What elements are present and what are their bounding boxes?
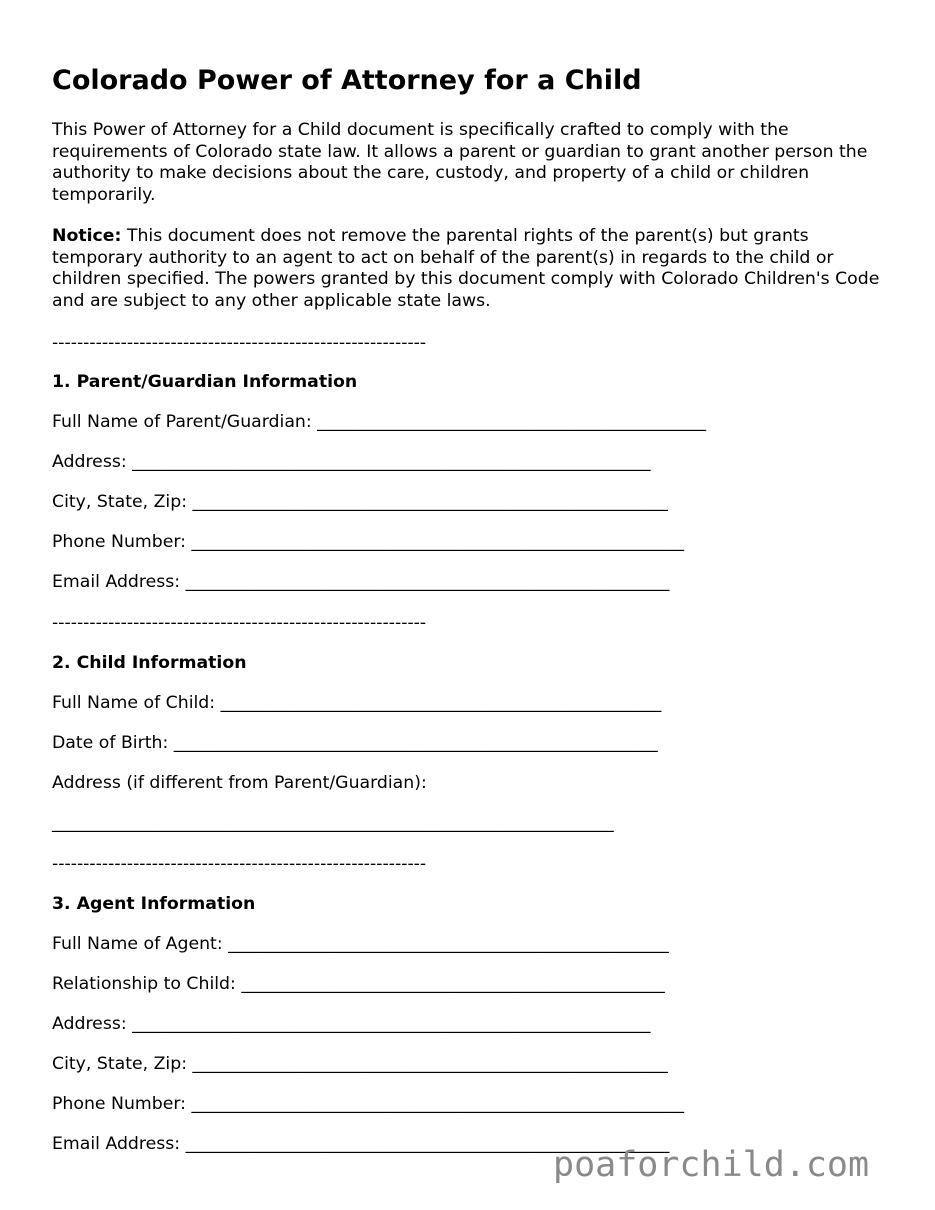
child-address-label: Address (if different from Parent/Guardian):	[52, 773, 427, 793]
intro-paragraph: This Power of Attorney for a Child document is specifically crafted to comply with the requirements of Colorado state law. It allows a parent or guardian to grant another person the authority to make decisions about the care, custody, and property of a child or children temporarily.	[52, 120, 868, 206]
notice-label: Notice:	[52, 226, 122, 246]
child-date-of-birth-field[interactable]: Date of Birth: ________________________________________________________	[52, 733, 658, 753]
section-3-heading: 3. Agent Information	[52, 894, 256, 914]
agent-phone-field[interactable]: Phone Number: _________________________________________________________	[52, 1094, 684, 1114]
agent-relationship-field[interactable]: Relationship to Child: _________________________________________________	[52, 974, 665, 994]
notice-paragraph	[52, 226, 892, 313]
child-full-name-field[interactable]: Full Name of Child: ___________________________________________________	[52, 693, 662, 713]
section-2-heading: 2. Child Information	[52, 653, 247, 673]
parent-city-state-zip-field[interactable]: City, State, Zip: _______________________________________________________	[52, 492, 668, 512]
separator-2: ------------------------------------------------------------	[52, 613, 427, 633]
agent-email-field[interactable]: Email Address: ________________________________________________________	[52, 1134, 670, 1154]
parent-address-field[interactable]: Address: ____________________________________________________________	[52, 452, 651, 472]
notice-text: This document does not remove the parental rights of the parent(s) but grants temporary authority to an agent to act on behalf of the parent(s) in regards to the child or children specified. The powers granted by this document comply with Colorado Children's Code and are subject to any other applicable state laws.	[52, 226, 880, 312]
separator-1: ------------------------------------------------------------	[52, 333, 427, 353]
separator-3: ------------------------------------------------------------	[52, 854, 427, 874]
agent-full-name-field[interactable]: Full Name of Agent: ___________________________________________________	[52, 934, 669, 954]
watermark-text: poaforchild.com	[553, 1145, 870, 1185]
section-1-heading: 1. Parent/Guardian Information	[52, 372, 358, 392]
agent-address-field[interactable]: Address: ____________________________________________________________	[52, 1014, 651, 1034]
child-address-field[interactable]: _________________________________________________________________	[52, 813, 614, 833]
agent-city-state-zip-field[interactable]: City, State, Zip: _______________________________________________________	[52, 1054, 668, 1074]
parent-phone-field[interactable]: Phone Number: _________________________________________________________	[52, 532, 684, 552]
document-title: Colorado Power of Attorney for a Child	[52, 65, 642, 96]
parent-full-name-field[interactable]: Full Name of Parent/Guardian: _____________________________________________	[52, 412, 707, 432]
parent-email-field[interactable]: Email Address: ________________________________________________________	[52, 572, 670, 592]
